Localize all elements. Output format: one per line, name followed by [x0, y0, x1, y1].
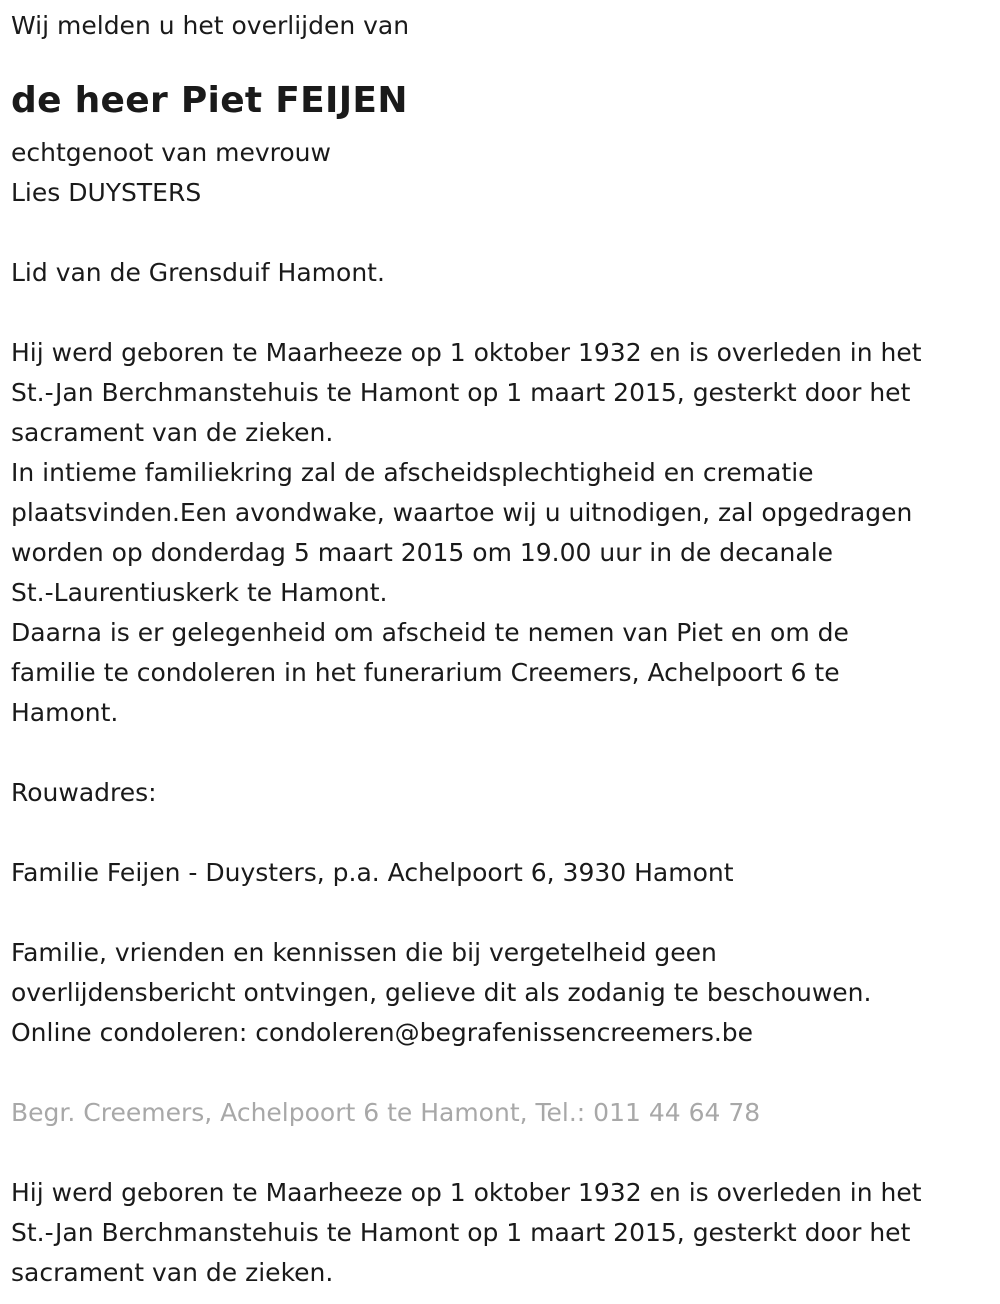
details-line: Daarna is er gelegenheid om afscheid te nemen van Piet en om de — [11, 618, 849, 647]
details-line: plaatsvinden.Een avondwake, waartoe wij u uitnodigen, zal opgedragen — [11, 498, 913, 527]
spacer — [11, 893, 991, 933]
rouwadres-address: Familie Feijen - Duysters, p.a. Achelpoort 6, 3930 Hamont — [11, 858, 734, 887]
spouse-line: echtgenoot van mevrouw — [11, 138, 331, 167]
details-line: worden op donderdag 5 maart 2015 om 19.00 uur in de decanale — [11, 538, 834, 567]
details-line: In intieme familiekring zal de afscheidsplechtigheid en crematie — [11, 458, 814, 487]
summary-line: sacrament van de zieken. — [11, 1258, 334, 1287]
rouwadres-label: Rouwadres: — [11, 778, 157, 807]
spacer — [11, 1053, 991, 1093]
details-line: familie te condoleren in het funerarium Creemers, Achelpoort 6 te — [11, 658, 840, 687]
summary-line: Hij werd geboren te Maarheeze op 1 oktober 1932 en is overleden in het — [11, 1178, 922, 1207]
obituary-notice — [11, 0, 991, 1293]
details-line: St.-Laurentiuskerk te Hamont. — [11, 578, 388, 607]
online-condolence-line: Online condoleren: condoleren@begrafenissencreemers.be — [11, 1018, 754, 1047]
details-line: Hamont. — [11, 698, 119, 727]
notice-line: Familie, vrienden en kennissen die bij vergetelheid geen — [11, 938, 717, 967]
intro-text: Wij melden u het overlijden van — [11, 11, 410, 40]
membership-text: Lid van de Grensduif Hamont. — [11, 258, 385, 287]
details-line: Hij werd geboren te Maarheeze op 1 oktober 1932 en is overleden in het — [11, 338, 922, 367]
deceased-name: de heer Piet FEIJEN — [11, 80, 408, 121]
details-line: sacrament van de zieken. — [11, 418, 334, 447]
spouse-name: Lies DUYSTERS — [11, 178, 202, 207]
notice-paragraph — [11, 933, 991, 1053]
details-line: St.-Jan Berchmanstehuis te Hamont op 1 maart 2015, gesterkt door het — [11, 378, 911, 407]
summary-line: St.-Jan Berchmanstehuis te Hamont op 1 maart 2015, gesterkt door het — [11, 1218, 911, 1247]
spacer — [11, 1133, 991, 1173]
spacer — [11, 813, 991, 853]
funeral-home-info: Begr. Creemers, Achelpoort 6 te Hamont, Tel.: 011 44 64 78 — [11, 1098, 761, 1127]
notice-line: overlijdensbericht ontvingen, gelieve dit als zodanig te beschouwen. — [11, 978, 872, 1007]
details-paragraph — [11, 333, 991, 733]
summary-paragraph — [11, 1173, 991, 1293]
spacer — [11, 293, 991, 333]
spacer — [11, 213, 991, 253]
spacer — [11, 733, 991, 773]
